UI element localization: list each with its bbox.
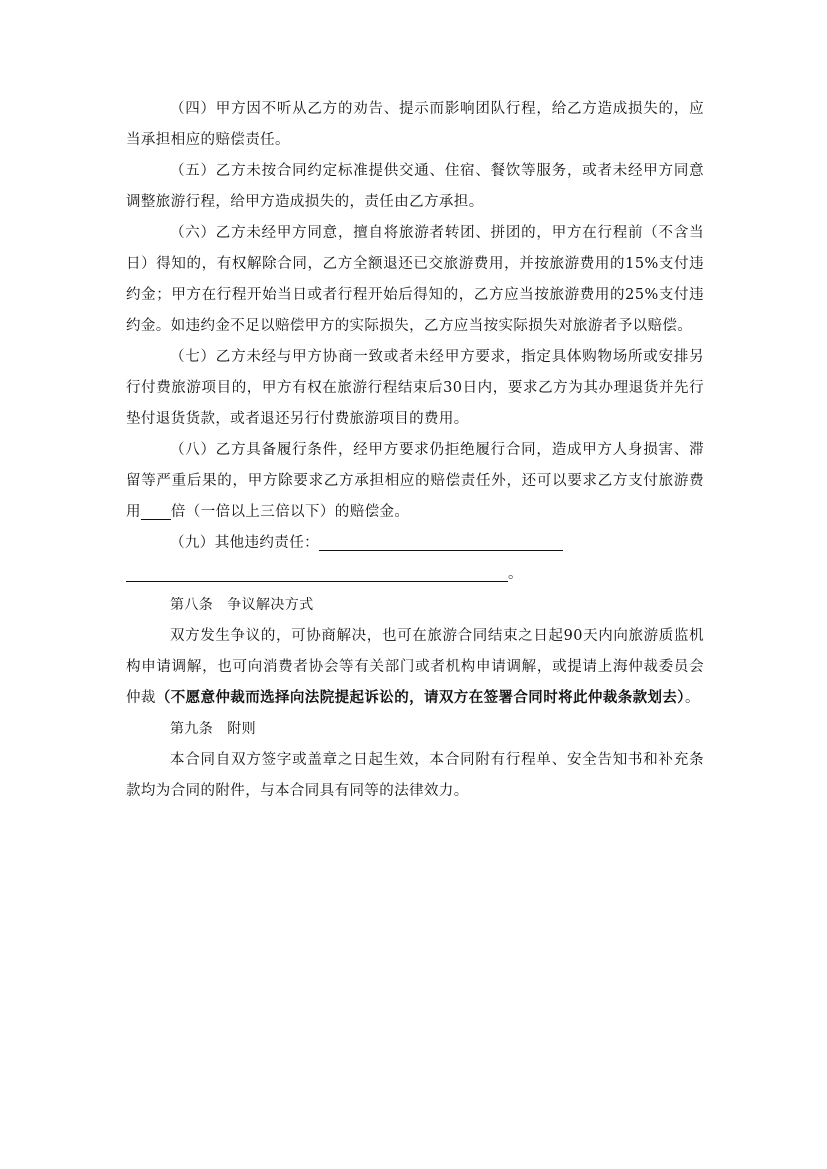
other-liability-blank-line2[interactable] [126, 563, 508, 582]
other-liability-blank[interactable] [319, 532, 563, 551]
article-8-number: 第八条 [170, 597, 214, 613]
article-8-body [126, 621, 704, 714]
clause-9-end: 。 [508, 566, 523, 582]
clause-9-label: （九）其他违约责任： [170, 535, 319, 551]
article-8-title: 争议解决方式 [227, 597, 314, 613]
article-9-title: 附则 [227, 721, 257, 737]
article-9-heading [126, 714, 704, 745]
clause-8-text: （八）乙方具备履行条件，经甲方要求仍拒绝履行合同，造成甲方人身损害、滞留等严重后果的，甲方除要求乙方承担相应的赔偿责任外，还可以要求乙方支付旅游费用 [126, 442, 704, 520]
article-9-body: 本合同自双方签字或盖章之日起生效，本合同附有行程单、安全告知书和补充条款均为合同的附件，与本合同具有同等的法律效力。 [126, 752, 704, 799]
clause-7: （七）乙方未经与甲方协商一致或者未经甲方要求，指定具体购物场所或安排另行付费旅游项目的，甲方有权在旅游行程结束后30日内，要求乙方为其办理退货并先行垫付退货货款，或者退还另行付费旅游项目的费用。 [126, 349, 704, 427]
clause-9-continuation [126, 559, 704, 590]
clause-5: （五）乙方未按合同约定标准提供交通、住宿、餐饮等服务，或者未经甲方同意调整旅游行程，给甲方造成损失的，责任由乙方承担。 [126, 163, 704, 210]
contract-page [126, 94, 704, 807]
article-8-body-end: 。 [684, 690, 700, 706]
clause-8-tail: 倍（一倍以上三倍以下）的赔偿金。 [170, 504, 410, 520]
multiplier-blank[interactable] [141, 501, 171, 520]
arbitration-note: （不愿意仲裁而选择向法院提起诉讼的，请双方在签署合同时将此仲裁条款划去） [155, 690, 685, 706]
article-8-body-text: 双方发生争议的，可协商解决，也可在旅游合同结束之日起90天内向旅游质监机构申请调解，也可向消费者协会等有关部门或者机构申请调解，或提请上海仲裁委员会仲裁 [126, 628, 704, 706]
article-9-number: 第九条 [170, 721, 214, 737]
clause-4: （四）甲方因不听从乙方的劝告、提示而影响团队行程，给乙方造成损失的，应当承担相应的赔偿责任。 [126, 101, 704, 148]
article-8-heading [126, 590, 704, 621]
clause-8 [126, 435, 704, 528]
clause-9 [126, 528, 704, 559]
clause-6: （六）乙方未经甲方同意，擅自将旅游者转团、拼团的，甲方在行程前（不含当日）得知的，有权解除合同，乙方全额退还已交旅游费用，并按旅游费用的15%支付违约金；甲方在行程开始当日或者行程开始后得知的，乙方应当按旅游费用的25%支付违约金。如违约金不足以赔偿甲方的实际损失，乙方应当按实际损失对旅游者予以赔偿。 [126, 225, 704, 334]
